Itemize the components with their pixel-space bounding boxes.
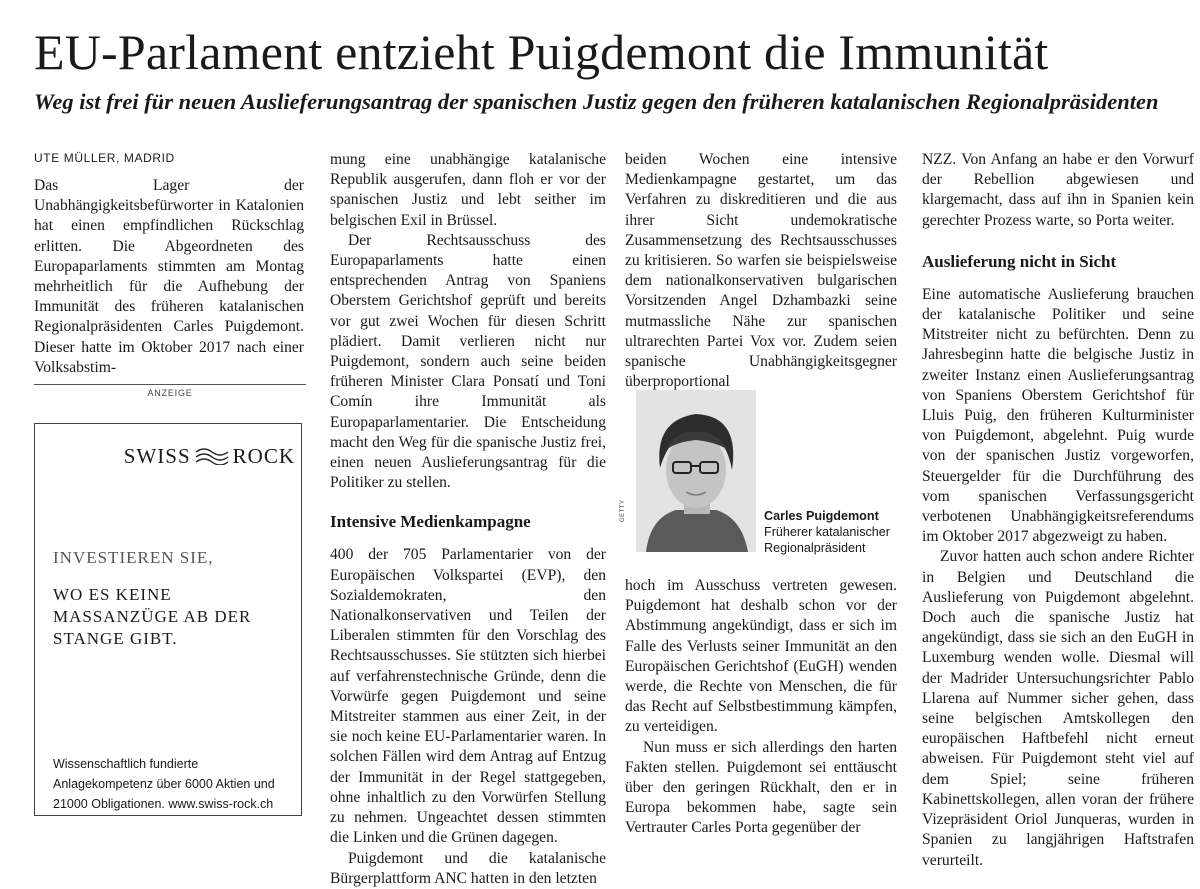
column-1 — [34, 150, 304, 378]
wave-icon — [195, 447, 229, 465]
column-2 — [330, 150, 606, 889]
ad-label: ANZEIGE — [147, 388, 193, 398]
crosshead: Auslieferung nicht in Sicht — [922, 251, 1117, 271]
advertisement[interactable] — [34, 423, 302, 816]
photo-credit: GETTY — [620, 499, 626, 522]
paragraph: Der Rechtsausschuss des Europaparlaments hatte einen entsprechenden Antrag von Spaniens Oberstem Gerichtshof geprüft und bereits vor gut zwei Wochen für diesen Schritt plädiert. Damit verlieren nicht nur Puigdemont, sondern auch seine beiden früheren Minister Clara Ponsatí und Toni Comín ihre Immunität als Europaparlamentarier. Die Entscheidung macht den Weg für die spanische Justiz frei, einen neuen Auslieferungsantrag für die Politiker zu stellen. — [330, 231, 606, 492]
column-4 — [922, 150, 1194, 871]
paragraph: Puigdemont und die katalanische Bürgerplattform ANC hatten in den letzten — [330, 849, 606, 887]
ad-logo — [115, 444, 295, 468]
column-3-continued — [625, 576, 897, 839]
brand-left: SWISS — [123, 443, 191, 468]
paragraph: beiden Wochen eine intensive Medienkampagne gestartet, um das Verfahren zu diskreditieren und die aus ihrer Sicht undemokratische Zusammensetzung des Rechtsausschusses zu kritisieren. So warfen sie beispielsweise dem nationalkonservativen bulgarischen Vorsitzenden Angel Dzhambazki seine mutmassliche Nähe zur spanischen ultrarechten Partei Vox vor. Zudem seien spanische Unabhängigkeitsgegner überproportional — [625, 151, 897, 391]
photo-caption — [764, 508, 899, 556]
divider — [34, 384, 306, 385]
caption-role: Früherer katalanischer Regionalpräsident — [764, 525, 890, 555]
paragraph: hoch im Ausschuss vertreten gewesen. Puigdemont hat deshalb schon vor der Abstimmung angekündigt, dass er sich im Falle des Verlusts seiner Immunität an den Europäischen Gerichtshof (EuGH) wenden werde, die Rechte von Menschen, die für das Recht auf Selbstbestimmung kämpfen, zu verteidigen. — [625, 577, 897, 736]
paragraph: Nun muss er sich allerdings den harten Fakten stellen. Puigdemont sei enttäuscht über den geringen Rückhalt, den er in Europa bekommen habe, sagte sein Vertrauter Carles Porta gegenüber der — [625, 738, 897, 837]
headline: EU-Parlament entzieht Puigdemont die Immunität — [34, 24, 1049, 80]
ad-body: Wissenschaftlich fundierte Anlagekompetenz über 6000 Aktien und 21000 Obligationen. www.swiss-rock.ch — [53, 757, 275, 811]
paragraph: mung eine unabhängige katalanische Republik ausgerufen, dann floh er vor der spanischen Justiz und lebt seither im belgischen Exil in Brüssel. — [330, 151, 606, 229]
paragraph: Zuvor hatten auch schon andere Richter in Belgien und Deutschland die Auslieferung von Puigdemont abgelehnt. Doch auch die spanische Justiz hat angekündigt, dass sie sich an den EuGH in Luxemburg wenden wolle. Diesmal will der Madrider Untersuchungsrichter Pablo Llarena auf Nummer sicher gehen, dass seine belgischen Amtskollegen den europäischen Haftbefehl nicht erneut abweisen. Für Puigdemont steht viel auf dem Spiel; seine früheren Kabinettskollegen, allen voran der frühere Vizepräsident Oriol Junqueras, wurden in Spanien zu langjährigen Haftstrafen verurteilt. — [922, 548, 1194, 869]
portrait-photo — [636, 390, 756, 552]
ad-headline-1: INVESTIEREN SIE, — [53, 548, 214, 567]
paragraph: NZZ. Von Anfang an habe er den Vorwurf der Rebellion abgewiesen und klargemacht, dass auf ihn in Spanien kein gerechter Prozess warte, so Porta weiter. — [922, 151, 1194, 229]
portrait-image — [636, 390, 756, 552]
paragraph: Eine automatische Auslieferung brauchen der katalanische Politiker und seine Mitstreiter nicht zu befürchten. Denn zu Jahresbeginn hatte die belgische Justiz in zweiter Instanz einen Auslieferungsantrag von Spaniens Oberstem Gerichtshof für Lluis Puig, den früheren Kulturminister von Puigdemont, abgelehnt. Puig wurde von der spanischen Justiz vorgeworfen, Steuergelder für die Durchführung des vom spanischen Verfassungsgericht verbotenen Unabhängigkeitsreferendums im Oktober 2017 abgezweigt zu haben. — [922, 285, 1194, 546]
column-3 — [625, 150, 897, 392]
byline: UTE MÜLLER, MADRID — [34, 151, 175, 165]
subheadline: Weg ist frei für neuen Auslieferungsantrag der spanischen Justiz gegen den früheren katalanischen Regionalpräsidenten — [34, 89, 1159, 114]
ad-headline-2: WO ES KEINE MASSANZÜGE AB DER STANGE GIBT. — [53, 585, 252, 648]
brand-right: ROCK — [232, 443, 295, 468]
paragraph: 400 der 705 Parlamentarier von der Europäischen Volkspartei (EVP), den Sozialdemokraten, den Nationalkonservativen und Teilen der Liberalen stimmten für den Vorschlag des Rechtsausschusses. Sie stützten sich hierbei auf verfahrenstechnische Gründe, denn die Vorwürfe gegen Puigdemont und seine Mitstreiter stammen aus einer Zeit, in der sie noch keine EU-Parlamentarier waren. In solchen Fällen wird dem Antrag auf Entzug der Immunität in der Regel stattgegeben, ohne inhaltlich zu den Vorwürfen Stellung zu nehmen. Ungeachtet dessen stimmten die Linken und die Grünen dagegen. — [330, 546, 606, 847]
caption-name: Carles Puigdemont — [764, 509, 879, 523]
paragraph: Das Lager der Unabhängigkeitsbefürworter in Katalonien hat einen empfindlichen Rückschlag erlitten. Die Abgeordneten des Europaparlaments stimmten am Montag mehrheitlich für die Aufhebung der Immunität des früheren katalanischen Regionalpräsidenten Carles Puigdemont. Dieser hatte im Oktober 2017 nach einer Volksabstim- — [34, 177, 304, 376]
crosshead: Intensive Medienkampagne — [330, 512, 531, 532]
